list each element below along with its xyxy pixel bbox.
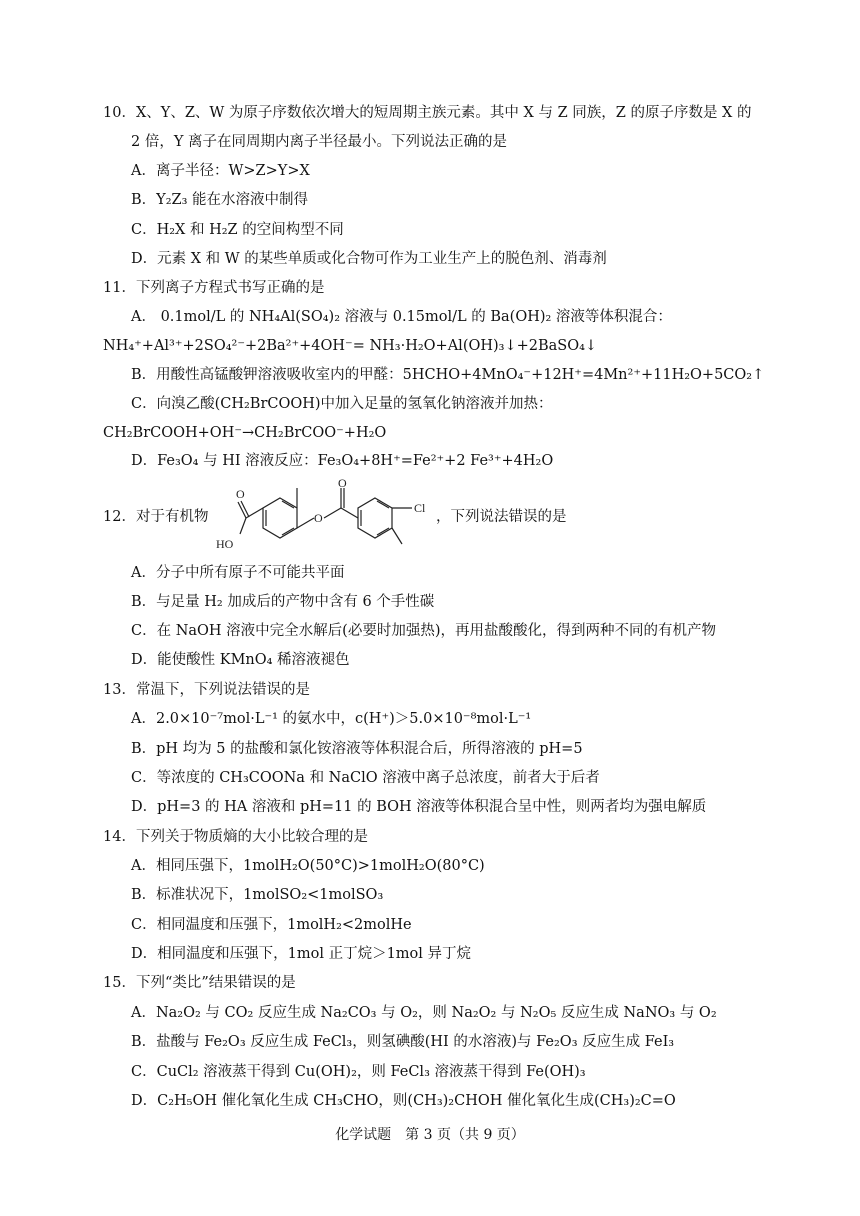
ho-label: HO xyxy=(216,537,234,551)
q13-option-c: C．等浓度的 CH₃COONa 和 NaClO 溶液中离子总浓度，前者大于后者 xyxy=(131,770,600,786)
q15-stem: 15．下列“类比”结果错误的是 xyxy=(103,975,296,991)
q14-option-a: A．相同压强下，1molH₂O(50°C)>1molH₂O(80°C) xyxy=(131,858,485,874)
q10-stem-line1: 10．X、Y、Z、W 为原子序数依次增大的短周期主族元素。其中 X 与 Z 同族，Z 的原子序数是 X 的 xyxy=(103,105,752,121)
q14-option-c: C．相同温度和压强下，1molH₂<2molHe xyxy=(131,917,412,933)
q12-stem-end: ，下列说法错误的是 xyxy=(436,509,567,525)
q13-stem: 13．常温下，下列说法错误的是 xyxy=(103,682,310,698)
q12-stem-start: 12．对于有机物 xyxy=(103,509,209,525)
q11-option-b: B．用酸性高锰酸钾溶液吸收室内的甲醛：5HCHO+4MnO₄⁻+12H⁺=4Mn²⁺+11H₂O+5CO₂↑ xyxy=(131,367,765,383)
cl-label: Cl xyxy=(414,501,426,515)
q11-option-c-equation: CH₂BrCOOH+OH⁻→CH₂BrCOO⁻+H₂O xyxy=(103,425,387,441)
q10-option-d: D．元素 X 和 W 的某些单质或化合物可作为工业生产上的脱色剂、消毒剂 xyxy=(131,251,607,267)
q11-option-a-equation: NH₄⁺+Al³⁺+2SO₄²⁻+2Ba²⁺+4OH⁻= NH₃·H₂O+Al(OH)₃↓+2BaSO₄↓ xyxy=(103,338,598,354)
q12-option-b: B．与足量 H₂ 加成后的产物中含有 6 个手性碳 xyxy=(131,594,435,610)
q12-option-a: A．分子中所有原子不可能共平面 xyxy=(131,565,345,581)
q10-option-a: A．离子半径：W>Z>Y>X xyxy=(131,163,310,179)
q15-option-a: A．Na₂O₂ 与 CO₂ 反应生成 Na₂CO₃ 与 O₂，则 Na₂O₂ 与 N₂O₅ 反应生成 NaNO₃ 与 O₂ xyxy=(131,1005,717,1021)
q15-option-b: B．盐酸与 Fe₂O₃ 反应生成 FeCl₃，则氢碘酸(HI 的水溶液)与 Fe₂O₃ 反应生成 FeI₃ xyxy=(131,1034,675,1050)
molecule-structure xyxy=(210,478,450,558)
ester-o-label: O xyxy=(314,511,323,525)
q13-option-a: A．2.0×10⁻⁷mol·L⁻¹ 的氨水中，c(H⁺)＞5.0×10⁻⁸mol·L⁻¹ xyxy=(131,711,532,727)
q10-option-c: C．H₂X 和 H₂Z 的空间构型不同 xyxy=(131,222,344,238)
q14-stem: 14．下列关于物质熵的大小比较合理的是 xyxy=(103,829,368,845)
q13-option-d: D．pH=3 的 HA 溶液和 pH=11 的 BOH 溶液等体积混合呈中性，则两者均为强电解质 xyxy=(131,799,707,815)
q11-option-d: D．Fe₃O₄ 与 HI 溶液反应：Fe₃O₄+8H⁺=Fe²⁺+2 Fe³⁺+4H₂O xyxy=(131,453,554,469)
q11-option-c: C．向溴乙酸(CH₂BrCOOH)中加入足量的氢氧化钠溶液并加热： xyxy=(131,396,553,412)
carbonyl-o-label-1: O xyxy=(236,487,245,501)
benzene-ring-1 xyxy=(263,498,297,538)
q14-option-b: B．标准状况下，1molSO₂<1molSO₃ xyxy=(131,887,384,903)
q11-stem: 11．下列离子方程式书写正确的是 xyxy=(103,280,325,296)
q10-option-b: B．Y₂Z₃ 能在水溶液中制得 xyxy=(131,192,309,208)
q12-option-c: C．在 NaOH 溶液中完全水解后(必要时加强热)，再用盐酸酸化，得到两种不同的有机产物 xyxy=(131,623,716,639)
page-footer: 化学试题 第 3 页（共 9 页） xyxy=(335,1127,525,1143)
q15-option-d: D．C₂H₅OH 催化氧化生成 CH₃CHO，则(CH₃)₂CHOH 催化氧化生成(CH₃)₂C=O xyxy=(131,1093,676,1109)
q11-option-a: A． 0.1mol/L 的 NH₄Al(SO₄)₂ 溶液与 0.15mol/L 的 Ba(OH)₂ 溶液等体积混合： xyxy=(131,309,672,325)
benzene-ring-2 xyxy=(358,498,392,538)
q13-option-b: B．pH 均为 5 的盐酸和氯化铵溶液等体积混合后，所得溶液的 pH=5 xyxy=(131,741,583,757)
q12-option-d: D．能使酸性 KMnO₄ 稀溶液褪色 xyxy=(131,652,350,668)
carbonyl-o-label-2: O xyxy=(338,478,347,490)
q15-option-c: C．CuCl₂ 溶液蒸干得到 Cu(OH)₂，则 FeCl₃ 溶液蒸干得到 Fe(OH)₃ xyxy=(131,1064,586,1080)
q10-stem-line2: 2 倍，Y 离子在同周期内离子半径最小。下列说法正确的是 xyxy=(131,134,508,150)
q14-option-d: D．相同温度和压强下，1mol 正丁烷＞1mol 异丁烷 xyxy=(131,946,472,962)
